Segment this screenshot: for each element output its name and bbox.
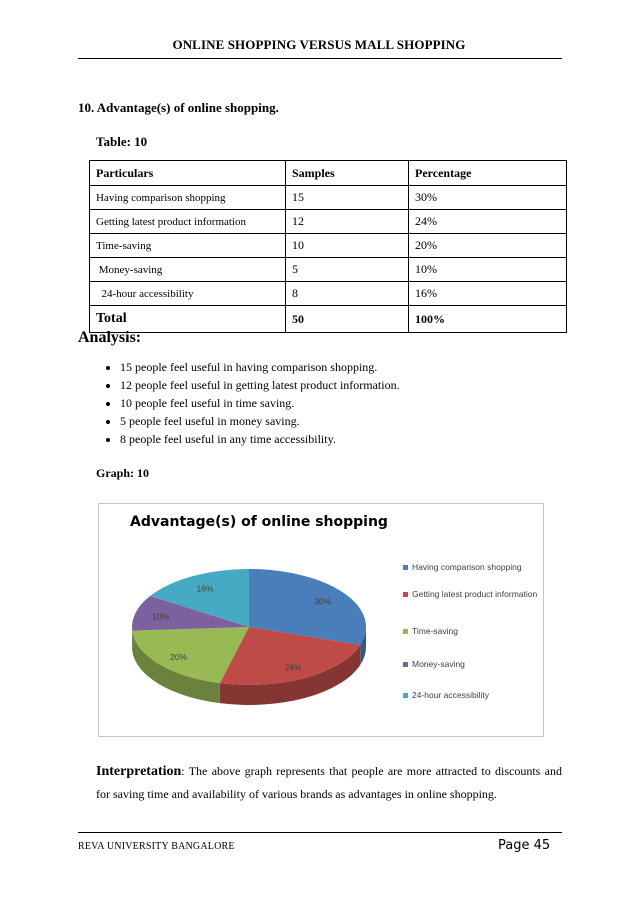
table-cell: Time-saving	[90, 234, 286, 258]
pie-data-label: 16%	[196, 583, 214, 594]
analysis-list	[100, 358, 400, 448]
table-row	[90, 258, 567, 282]
list-item: • 12 people feel useful in getting latest product information.	[120, 376, 400, 394]
table-cell: 50	[286, 306, 409, 333]
footer-institution: REVA UNIVERSITY BANGALORE	[78, 841, 235, 852]
legend-label: Time-saving	[412, 626, 458, 636]
table-cell: 24-hour accessibility	[90, 282, 286, 306]
table-cell: 12	[286, 210, 409, 234]
table-cell: 100%	[409, 306, 567, 333]
legend-label: Having comparison shopping	[412, 562, 522, 572]
legend-label: Getting latest product information	[412, 589, 538, 599]
list-item: • 15 people feel useful in having comparison shopping.	[120, 358, 400, 376]
table-row	[90, 210, 567, 234]
table-header-row	[90, 161, 567, 186]
list-item: • 8 people feel useful in any time accessibility.	[120, 430, 400, 448]
table-cell: Money-saving	[90, 258, 286, 282]
table-header-cell: Percentage	[409, 161, 567, 186]
legend-item	[403, 659, 539, 670]
pie-data-label: 24%	[284, 662, 302, 673]
table-cell: 10	[286, 234, 409, 258]
analysis-heading: Analysis:	[78, 329, 142, 346]
table-header-cell: Particulars	[90, 161, 286, 186]
table-header-cell: Samples	[286, 161, 409, 186]
header-divider	[78, 58, 562, 59]
interpretation-text: : The above graph represents that people are more attracted to discounts and for saving time and availability of various brands as advantages in online shopping.	[96, 764, 562, 801]
table-row	[90, 234, 567, 258]
pie-data-label: 10%	[152, 611, 170, 622]
pie-chart-container	[98, 503, 544, 737]
legend-swatch	[403, 693, 408, 698]
legend-item	[403, 690, 539, 701]
section-heading: 10. Advantage(s) of online shopping.	[78, 100, 279, 115]
graph-label: Graph: 10	[96, 466, 150, 480]
legend-label: 24-hour accessibility	[412, 690, 490, 700]
table-cell: 24%	[409, 210, 567, 234]
table-cell: 5	[286, 258, 409, 282]
table-total-row	[90, 306, 567, 333]
table-cell: Total	[90, 306, 286, 333]
table-cell: Getting latest product information	[90, 210, 286, 234]
pie-data-label: 20%	[170, 651, 188, 662]
table-cell: 15	[286, 186, 409, 210]
table-cell: 8	[286, 282, 409, 306]
footer-divider	[78, 832, 562, 833]
table-cell: 30%	[409, 186, 567, 210]
interpretation-paragraph	[96, 760, 562, 805]
table-cell: 16%	[409, 282, 567, 306]
table-label: Table: 10	[96, 134, 148, 149]
table-cell: 10%	[409, 258, 567, 282]
legend-swatch	[403, 565, 408, 570]
table-cell: Having comparison shopping	[90, 186, 286, 210]
legend-item	[403, 589, 539, 600]
legend-item	[403, 626, 539, 637]
chart-title: Advantage(s) of online shopping	[130, 514, 388, 530]
interpretation-lead: Interpretation	[96, 764, 182, 779]
table-row	[90, 282, 567, 306]
pie-chart	[99, 504, 399, 736]
legend-swatch	[403, 662, 408, 667]
page-number: Page 45	[498, 838, 551, 853]
list-item: • 10 people feel useful in time saving.	[120, 394, 400, 412]
list-item: • 5 people feel useful in money saving.	[120, 412, 400, 430]
legend-swatch	[403, 629, 408, 634]
table-row	[90, 186, 567, 210]
legend-label: Money-saving	[412, 659, 465, 669]
page-header-title: ONLINE SHOPPING VERSUS MALL SHOPPING	[172, 37, 466, 52]
legend-swatch	[403, 592, 408, 597]
pie-data-label: 30%	[314, 596, 332, 607]
table-cell: 20%	[409, 234, 567, 258]
advantages-table	[89, 160, 567, 333]
legend-item	[403, 562, 539, 573]
